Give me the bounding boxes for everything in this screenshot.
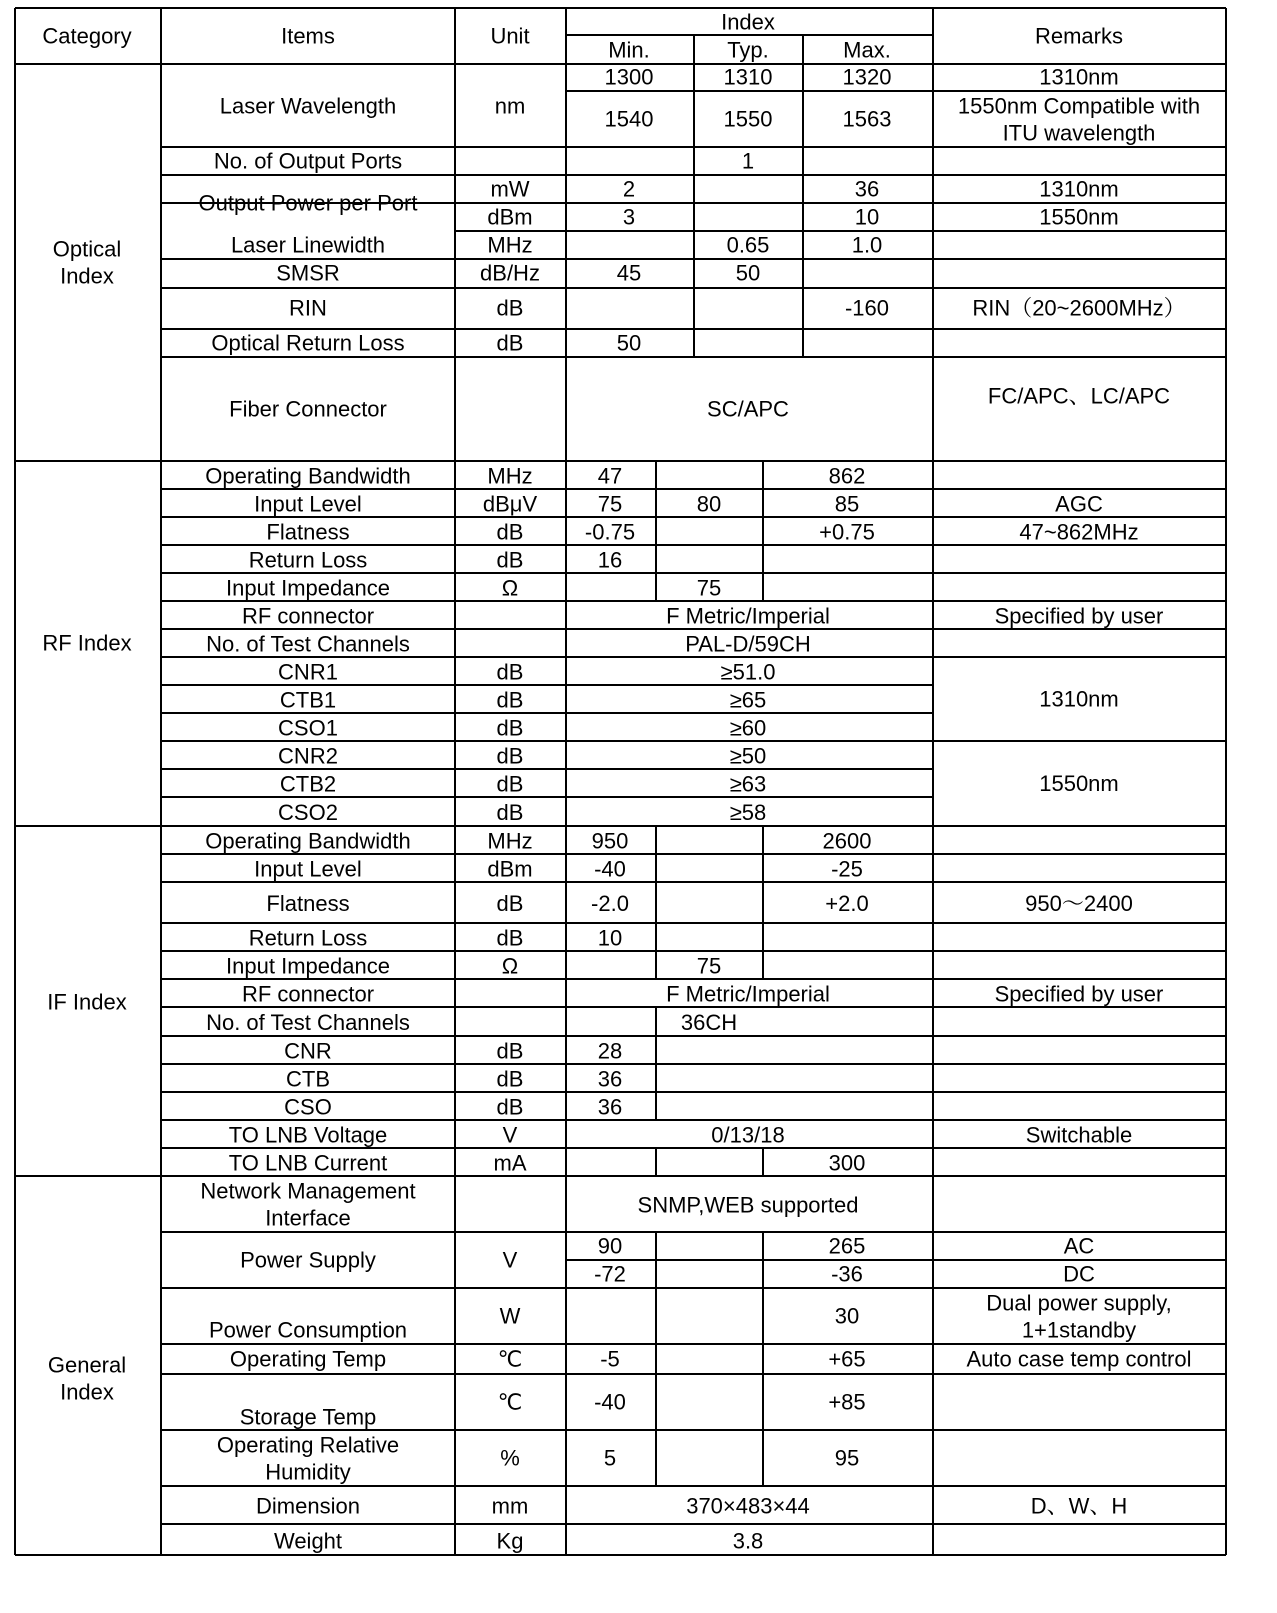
unit: dB <box>496 771 524 797</box>
unit: Ω <box>501 953 519 979</box>
unit: dB <box>496 330 524 356</box>
item-rf-ctb2: CTB2 <box>279 771 337 797</box>
value-max: +85 <box>828 1389 866 1415</box>
value-max: 265 <box>828 1233 866 1259</box>
item-if-input-level: Input Level <box>254 856 362 882</box>
item-if-cso: CSO <box>284 1094 332 1120</box>
category-general-line: Index <box>60 1379 114 1404</box>
item-rf-cnr1: CNR1 <box>278 659 338 685</box>
remark: Auto case temp control <box>966 1346 1192 1372</box>
item-if-cnr: CNR <box>284 1038 332 1064</box>
unit: dB/Hz <box>480 260 540 286</box>
value-value: 36CH <box>680 1010 738 1035</box>
item-rf-return-loss: Return Loss <box>248 547 368 573</box>
remark: 1310nm <box>1039 176 1119 202</box>
value-max: 1.0 <box>851 232 883 258</box>
remark: 1550nm <box>1039 771 1119 796</box>
item-power-consumption: Power Consumption <box>208 1317 408 1343</box>
value-min: 1540 <box>604 106 654 132</box>
value-typ: 0.65 <box>726 232 770 258</box>
remark-line: ITU wavelength <box>1002 120 1156 145</box>
remark: FC/APC、LC/APC <box>987 383 1171 409</box>
item-rf-connector: RF connector <box>241 603 375 629</box>
item-humidity <box>217 1432 399 1484</box>
value-min: -40 <box>594 856 626 882</box>
item-if-ctb: CTB <box>286 1066 330 1092</box>
item-fiber-connector: Fiber Connector <box>229 396 387 422</box>
value-min: 2 <box>622 176 636 202</box>
unit: dB <box>496 1094 524 1120</box>
value-value: F Metric/Imperial <box>666 981 830 1007</box>
item-if-connector: RF connector <box>241 981 375 1007</box>
remark-line: 1+1standby <box>1021 1317 1137 1342</box>
value-span: 370×483×44 <box>686 1493 810 1519</box>
unit: dB <box>496 547 524 573</box>
header-remarks: Remarks <box>1034 23 1124 49</box>
header-items: Items <box>281 23 335 49</box>
value-span: SNMP,WEB supported <box>637 1192 859 1218</box>
value-value: ≥63 <box>729 771 767 797</box>
item-rf-cso2: CSO2 <box>278 800 338 825</box>
value-max: -25 <box>831 856 863 882</box>
value-max: 862 <box>828 463 866 489</box>
value-max: +0.75 <box>819 519 875 545</box>
item-if-bandwidth: Operating Bandwidth <box>205 828 411 854</box>
remark <box>958 93 1200 145</box>
remark: Specified by user <box>994 981 1164 1007</box>
value-typ: 1 <box>741 148 755 174</box>
remark: 1550nm <box>1039 204 1119 230</box>
value-value: PAL-D/59CH <box>685 631 811 657</box>
value-max: 36 <box>854 176 880 202</box>
item-humidity-line: Operating Relative <box>216 1432 400 1457</box>
value-typ: 80 <box>696 491 722 517</box>
value-typ: 75 <box>696 953 722 979</box>
unit: V <box>502 1247 518 1273</box>
value-min: -72 <box>594 1261 626 1287</box>
unit: MHz <box>487 828 533 854</box>
item-if-impedance: Input Impedance <box>226 953 390 979</box>
unit: dB <box>496 925 524 951</box>
value-min: 1300 <box>604 64 654 90</box>
item-if-return-loss: Return Loss <box>248 925 368 951</box>
value-max: -36 <box>831 1261 863 1287</box>
remark: Specified by user <box>994 603 1164 629</box>
item-storage-temp: Storage Temp <box>239 1404 377 1430</box>
unit: dBm <box>487 204 533 230</box>
unit: dBm <box>487 856 533 882</box>
item-rf-cnr2: CNR2 <box>278 743 338 769</box>
value-min: 75 <box>597 491 623 517</box>
category-if: IF Index <box>47 989 127 1015</box>
value-span: 3.8 <box>732 1528 764 1554</box>
remark-line: Dual power supply, <box>986 1290 1172 1315</box>
item-rf-flatness: Flatness <box>266 519 350 545</box>
category-general <box>48 1352 126 1404</box>
item-output-power: Output Power per Port <box>198 190 418 216</box>
value-min: 5 <box>603 1445 617 1471</box>
unit: ℃ <box>497 1389 523 1415</box>
value-value: ≥51.0 <box>720 659 776 685</box>
remark: Switchable <box>1025 1122 1133 1148</box>
remark: AC <box>1063 1233 1095 1259</box>
value-value: 0/13/18 <box>711 1122 785 1148</box>
value-min: 950 <box>591 828 629 854</box>
value-span: SC/APC <box>707 396 789 422</box>
unit: dB <box>496 1038 524 1064</box>
item-smsr: SMSR <box>276 260 340 286</box>
value-value: ≥60 <box>729 715 767 741</box>
unit: dB <box>496 800 524 825</box>
value-min: -2.0 <box>591 891 629 916</box>
item-laser-wavelength: Laser Wavelength <box>219 93 397 119</box>
unit-laser-wavelength: nm <box>494 93 526 119</box>
value-min: 50 <box>616 330 642 356</box>
unit: MHz <box>487 463 533 489</box>
unit: dB <box>496 715 524 741</box>
value-typ: 1310 <box>723 64 773 90</box>
header-typ: Typ. <box>727 37 769 63</box>
unit: Kg <box>496 1528 524 1554</box>
remark: 1310nm <box>1039 64 1119 90</box>
item-weight: Weight <box>273 1528 343 1554</box>
unit: dB <box>496 1066 524 1092</box>
item-if-lnb-voltage: TO LNB Voltage <box>228 1122 388 1148</box>
value-min: 36 <box>597 1094 623 1120</box>
unit: dB <box>496 519 524 545</box>
header-category: Category <box>42 23 132 49</box>
value-max: 30 <box>834 1303 860 1329</box>
value-value: ≥50 <box>729 743 767 769</box>
value-max: 1320 <box>842 64 892 90</box>
category-rf: RF Index <box>42 630 132 656</box>
item-optical-return-loss: Optical Return Loss <box>211 330 405 356</box>
category-general-line: General <box>47 1352 127 1377</box>
item-nms-line: Network Management <box>200 1178 416 1203</box>
item-rf-channels: No. of Test Channels <box>206 631 410 657</box>
category-optical-line: Index <box>60 263 114 288</box>
value-min: 36 <box>597 1066 623 1092</box>
unit: V <box>502 1122 518 1148</box>
item-operating-temp: Operating Temp <box>229 1346 387 1372</box>
value-value: ≥58 <box>729 800 767 825</box>
unit: mm <box>491 1493 529 1519</box>
unit: mW <box>490 176 530 202</box>
value-min: 90 <box>597 1233 623 1259</box>
category-optical <box>53 236 121 288</box>
header-min: Min. <box>608 37 650 63</box>
value-max: 95 <box>834 1445 860 1471</box>
value-max: +2.0 <box>825 891 869 916</box>
value-min: -5 <box>600 1346 620 1372</box>
item-output-ports: No. of Output Ports <box>213 148 403 174</box>
header-max: Max. <box>843 37 891 63</box>
value-typ: 75 <box>696 575 722 601</box>
unit: dBμV <box>482 491 538 517</box>
value-min: 28 <box>597 1038 623 1064</box>
item-if-channels: No. of Test Channels <box>206 1010 410 1035</box>
item-linewidth: Laser Linewidth <box>230 232 386 258</box>
remark <box>986 1290 1171 1342</box>
table-cells <box>42 10 1200 1554</box>
remark-line: 1550nm Compatible with <box>957 93 1201 118</box>
value-typ: 50 <box>735 260 761 286</box>
unit: dB <box>496 743 524 769</box>
value-value: ≥65 <box>729 687 767 713</box>
item-rf-impedance: Input Impedance <box>226 575 390 601</box>
unit: dB <box>496 659 524 685</box>
item-rf-bandwidth: Operating Bandwidth <box>205 463 411 489</box>
remark: 47~862MHz <box>1019 519 1139 545</box>
item-rf-cso1: CSO1 <box>278 715 338 741</box>
unit: ℃ <box>497 1346 523 1372</box>
item-if-flatness: Flatness <box>266 891 350 916</box>
unit: dB <box>496 891 524 916</box>
unit: MHz <box>487 232 533 258</box>
remark: DC <box>1063 1261 1095 1287</box>
unit: mA <box>493 1150 527 1176</box>
value-value: F Metric/Imperial <box>666 603 830 629</box>
header-index: Index <box>721 9 775 35</box>
value-max: 1563 <box>842 106 892 132</box>
item-power-supply: Power Supply <box>240 1247 376 1273</box>
item-dimension: Dimension <box>256 1493 360 1519</box>
item-nms <box>200 1178 415 1230</box>
remark: AGC <box>1055 491 1103 517</box>
remark: RIN（20~2600MHz） <box>972 295 1186 321</box>
value-min: 16 <box>597 547 623 573</box>
remark: 950～2400 <box>1025 891 1133 916</box>
remark: D、W、H <box>1030 1493 1128 1519</box>
value-max: -160 <box>844 295 890 321</box>
unit: W <box>499 1303 521 1329</box>
unit: Ω <box>501 575 519 601</box>
value-max: 2600 <box>822 828 872 854</box>
value-min: 10 <box>597 925 623 951</box>
value-min: -0.75 <box>584 519 636 545</box>
remark: 1310nm <box>1039 686 1119 712</box>
item-if-lnb-current: TO LNB Current <box>228 1150 388 1176</box>
value-max: 85 <box>834 491 860 517</box>
item-rin: RIN <box>289 295 327 321</box>
value-typ: 1550 <box>723 106 773 132</box>
item-rf-input-level: Input Level <box>254 491 362 517</box>
value-max: 10 <box>854 204 880 230</box>
value-min: 47 <box>597 463 623 489</box>
value-min: 45 <box>616 260 642 286</box>
header-unit: Unit <box>490 23 530 49</box>
unit: dB <box>496 295 524 321</box>
value-min: 3 <box>622 204 636 230</box>
value-min: -40 <box>594 1389 626 1415</box>
value-max: +65 <box>828 1346 866 1372</box>
category-optical-line: Optical <box>52 236 122 261</box>
item-nms-line: Interface <box>265 1205 351 1230</box>
item-rf-ctb1: CTB1 <box>279 687 337 713</box>
item-humidity-line: Humidity <box>265 1459 351 1484</box>
unit: dB <box>496 687 524 713</box>
unit: % <box>500 1445 520 1471</box>
value-max: 300 <box>828 1150 866 1176</box>
